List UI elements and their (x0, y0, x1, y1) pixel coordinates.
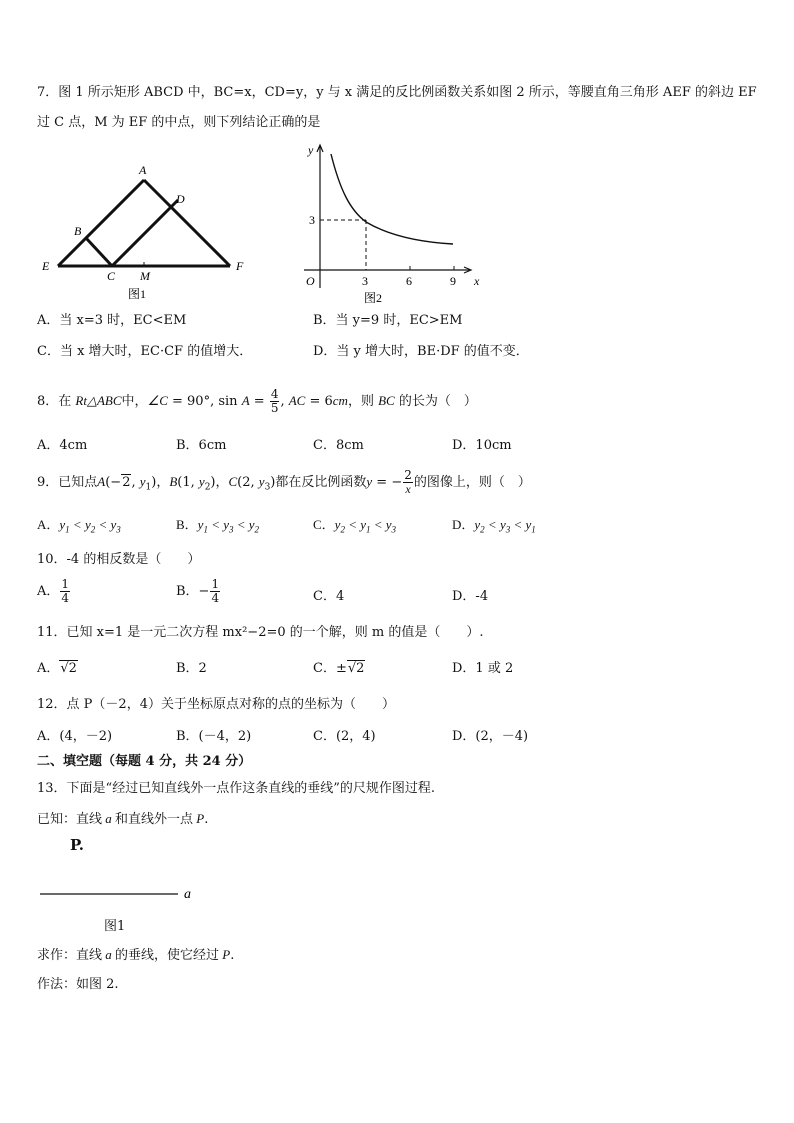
q11-option-a[interactable]: A．√2 (37, 661, 77, 676)
q10-text: 10．-4 的相反数是（ ） (37, 552, 201, 567)
fig2-y-tick-3: 3 (309, 213, 315, 227)
fig2-x-tick-3: 3 (362, 274, 368, 288)
q7-figure-1 (36, 158, 266, 308)
q13-method: 作法：如图 2. (37, 977, 119, 992)
q9-option-a[interactable]: A．$y_1 < y_2 < y_3$ (37, 517, 121, 535)
q9-prefix: 9．已知点 (37, 475, 98, 490)
fig1-rect-bd (86, 180, 144, 238)
fig1-label-m: M (140, 269, 150, 283)
q13-known: 已知：直线 a 和直线外一点 P. (37, 811, 209, 827)
fig1-rect-cd (112, 200, 178, 266)
fig2-x-tick-6: 6 (406, 274, 412, 288)
q7-text-line1: 7．图 1 所示矩形 ABCD 中，BC=x，CD=y，y 与 x 满足的反比例函数关系如图 2 所示，等腰直角三角形 AEF 的斜边 EF (37, 85, 757, 100)
q13-find: 求作：直线 a 的垂线，使它经过 P. (37, 947, 235, 963)
fig2-y-label: y (308, 143, 314, 157)
q13-point-p: P. (70, 836, 85, 854)
q8-math: Rt△ABC (75, 393, 122, 408)
q9-option-c[interactable]: C．$y_2 < y_1 < y_3$ (313, 517, 397, 535)
q7-figure-2 (298, 140, 488, 308)
q11-option-d[interactable]: D．1 或 2 (452, 661, 514, 676)
q10-option-c[interactable]: C．4 (313, 589, 345, 604)
q9-option-d[interactable]: D．$y_2 < y_3 < y_1$ (452, 517, 536, 535)
fig1-label-e: E (42, 259, 50, 273)
q9-point-a: A (97, 474, 106, 489)
q7-option-a[interactable]: A．当 x=3 时，EC<EM (37, 313, 187, 328)
q10-option-b[interactable]: B．− $\frac{1}{4}$ (176, 577, 220, 605)
fig1-label-b: B (74, 224, 82, 238)
fig1-label-f: F (236, 259, 244, 273)
q9-fraction: $\frac{2}{x}$ (404, 468, 412, 496)
fig1-label-c: C (107, 269, 116, 283)
fig2-x-label: x (474, 274, 480, 288)
fig1-label-a: A (139, 163, 147, 177)
q7-option-c[interactable]: C．当 x 增大时，EC·CF 的值增大． (37, 344, 253, 359)
q11-option-c[interactable]: C．±√2 (313, 661, 365, 676)
q10-option-d[interactable]: D．-4 (452, 589, 489, 604)
q8-suffix: 的长为（ ） (398, 394, 477, 409)
q10-option-a[interactable]: A． $\frac{1}{4}$ (37, 577, 70, 605)
q12-text: 12．点 P（－2，4）关于坐标原点对称的点的坐标为（ ） (37, 697, 395, 712)
q13-text: 13．下面是“经过已知直线外一点作这条直线的垂线”的尺规作图过程. (37, 781, 435, 796)
q8-option-b[interactable]: B．6cm (176, 438, 227, 453)
q12-option-a[interactable]: A．(4，－2) (37, 729, 113, 744)
fig1-label-d: D (176, 192, 185, 206)
fig2-origin: O (306, 274, 315, 288)
q7-option-b[interactable]: B．当 y=9 时，EC>EM (313, 313, 463, 328)
fig2-curve (331, 154, 453, 244)
q9-suffix: 的图像上，则（ ） (413, 475, 531, 490)
q8-option-d[interactable]: D．10cm (452, 438, 512, 453)
q8-text: 8．在 Rt△ABC中，∠C = 90°, sin A = $\frac{4}{5}$ , AC = 6cm，则 BC 的长为（ ） (37, 387, 477, 415)
q11-option-b[interactable]: B．2 (176, 661, 207, 676)
q13-line-label: a (184, 887, 191, 902)
q12-option-b[interactable]: B．(－4，2) (176, 729, 252, 744)
fig1-rect-ab (86, 238, 112, 266)
fig2-x-tick-9: 9 (450, 274, 456, 288)
fig2-caption: 图2 (364, 291, 383, 305)
q7-option-d[interactable]: D．当 y 增大时，BE·DF 的值不变． (313, 344, 529, 359)
q8-prefix: 8．在 (37, 394, 72, 409)
q8-option-c[interactable]: C．8cm (313, 438, 364, 453)
q8-option-a[interactable]: A．4cm (37, 438, 88, 453)
q9-middle: 都在反比例函数 (275, 475, 367, 490)
q9-option-b[interactable]: B．$y_1 < y_3 < y_2$ (176, 517, 260, 535)
q7-text-line2: 过 C 点，M 为 EF 的中点，则下列结论正确的是 (37, 115, 321, 130)
q8-fraction: $\frac{4}{5}$ (270, 387, 279, 415)
q11-text: 11．已知 x=1 是一元二次方程 mx²−2=0 的一个解，则 m 的值是（ ）. (37, 625, 484, 640)
q12-option-c[interactable]: C．(2，4) (313, 729, 376, 744)
section-fill-in-title: 二、填空题（每题 4 分，共 24 分） (37, 754, 252, 769)
q12-option-d[interactable]: D．(2，－4) (452, 729, 529, 744)
q9-text: 9．已知点A(−2, $y_1$)，B(1, $y_2$)，C(2, $y_3$)都在反比例函数y = − $\frac{2}{x}$ 的图像上，则（ ） (37, 468, 531, 496)
q13-fig-caption: 图1 (104, 919, 126, 934)
fig1-caption: 图1 (128, 287, 147, 301)
